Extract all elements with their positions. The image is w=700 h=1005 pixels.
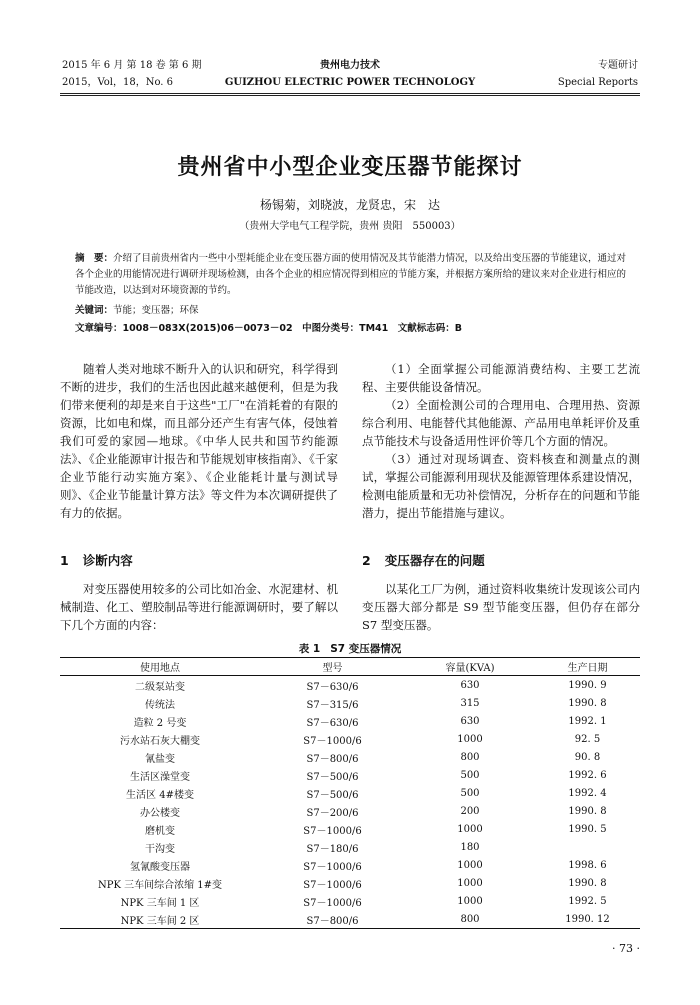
table-row — [60, 730, 640, 748]
cell-capacity: 800 — [405, 910, 535, 929]
cell-model: S7－500/6 — [306, 789, 359, 801]
section-1-title: 诊断内容 — [82, 553, 133, 568]
table-caption-title: S7 变压器情况 — [330, 643, 402, 655]
table-row — [60, 892, 640, 910]
diagnosis-item-2: （2）全面检测公司的合理用电、合理用热、资源综合利用、电能替代其他能源、产品用电单耗评价及重点节能技术与设备适用性评价等几个方面的情况。 — [362, 398, 640, 448]
table-row — [60, 910, 640, 929]
paper-authors: 杨锡菊，刘晓波，龙贤忠，宋 达 — [259, 198, 440, 212]
section-2-number: 2 — [362, 553, 371, 568]
table-header-row — [60, 658, 640, 676]
table-row — [60, 874, 640, 892]
intro-paragraph — [60, 360, 338, 522]
cell-location: 氢氰酸变压器 — [130, 861, 190, 873]
cell-capacity: 315 — [460, 697, 480, 709]
cell-capacity: 200 — [460, 805, 480, 817]
table-caption-number: 表 1 — [298, 643, 321, 655]
cell-location: NPK 三车间综合浓缩 1#变 — [97, 879, 223, 891]
cell-date: 90. 8 — [574, 751, 601, 763]
cell-model: S7－800/6 — [306, 753, 359, 765]
cell-model: S7－200/6 — [306, 807, 359, 819]
section-1-number: 1 — [60, 553, 69, 568]
keywords-label: 关键词： — [75, 305, 114, 316]
cell-capacity: 500 — [460, 787, 480, 799]
cell-capacity: 800 — [460, 751, 480, 763]
cell-location: 办公楼变 — [140, 807, 180, 819]
cell-model: S7－1000/6 — [303, 735, 362, 747]
cell-location: 造粒 2 号变 — [133, 717, 187, 729]
cell-date: 1990. 8 — [568, 697, 607, 709]
abstract-label: 摘 要： — [75, 253, 114, 264]
table-row — [60, 856, 640, 874]
section-2-heading — [362, 551, 485, 569]
cell-model: S7－1000/6 — [303, 861, 362, 873]
table-row — [60, 694, 640, 712]
section-1-heading — [60, 551, 133, 569]
cell-model: S7－630/6 — [306, 717, 359, 729]
cell-date: 92. 5 — [574, 733, 601, 745]
cell-location: 氰盐变 — [145, 753, 175, 765]
cell-date: 1990. 8 — [568, 805, 607, 817]
table-row — [60, 784, 640, 802]
cell-location: NPK 三车间 1 区 — [120, 897, 200, 909]
table-header-model: 型号 — [260, 658, 405, 676]
cell-capacity: 1000 — [457, 895, 483, 907]
cell-location: 干沟变 — [145, 843, 175, 855]
diagnosis-list — [362, 360, 640, 522]
intro-text: 随着人类对地球不断升入的认识和研究，科学得到不断的进步，我们的生活也因此越来越便利，但是为我们带来便利的却是来自于这些"工厂"在消耗着的有限的资源，比如电和煤，而且部分还产生有害气体，侵蚀着我们可爱的家园—地球。《中华人民共和国节约能源法》、《企业能源审计报告和节能规划审核指南》、《千家企业节能行动实施方案》、《企业能耗计量与测试导则》、《企业节能量计算方法》等文件为本次调研提供了有力的依据。 — [60, 362, 338, 520]
header-column-cn: 专题研讨 — [598, 60, 638, 71]
diagnosis-item-1: （1）全面掌握公司能源消费结构、主要工艺流程、主要供能设备情况。 — [362, 362, 640, 394]
cell-date: 1990. 12 — [535, 910, 640, 929]
cell-capacity: 1000 — [457, 859, 483, 871]
cell-date: 1990. 8 — [568, 877, 607, 889]
cell-model: S7－1000/6 — [303, 879, 362, 891]
table-row — [60, 838, 640, 856]
cell-model: S7－180/6 — [306, 843, 359, 855]
keywords-text: 节能；变压器；环保 — [113, 305, 199, 316]
table-row — [60, 748, 640, 766]
cell-date: 1998. 6 — [568, 859, 607, 871]
transformer-table — [60, 657, 640, 929]
journal-name-cn: 贵州电力技术 — [320, 60, 380, 71]
cell-model: S7－630/6 — [306, 681, 359, 693]
table-header-capacity: 容量(KVA) — [405, 658, 535, 676]
table-row — [60, 820, 640, 838]
diagnosis-item-3: （3）通过对现场调查、资料核查和测量点的测试，掌握公司能源利用现状及能源管理体系建设情况，检测电能质量和无功补偿情况，分析存在的问题和节能潜力，提出节能措施与建议。 — [362, 452, 640, 520]
cell-date: 1990. 9 — [568, 679, 607, 691]
cell-location: 传统法 — [145, 699, 175, 711]
paper-title: 贵州省中小型企业变压器节能探讨 — [177, 155, 523, 180]
section-2-body — [362, 580, 640, 634]
table-header-date: 生产日期 — [535, 658, 640, 676]
abstract-text: 介绍了目前贵州省内一些中小型耗能企业在变压器方面的使用情况及其节能潜力情况，以及给出变压器的节能建议，通过对各个企业的用能情况进行调研并现场检测，由各个企业的相应情况得到相应的节能方案，并根据方案所给的建议来对企业进行相应的节能改造，以达到对环境资源的节约。 — [75, 253, 627, 296]
cell-date: 1992. 6 — [568, 769, 607, 781]
cell-date: 1990. 5 — [568, 823, 607, 835]
cell-capacity: 500 — [460, 769, 480, 781]
table-row — [60, 712, 640, 730]
cell-location: 生活区澡堂变 — [130, 771, 190, 783]
page-number: · 73 · — [612, 942, 640, 955]
cell-capacity: 630 — [460, 715, 480, 727]
table-row — [60, 802, 640, 820]
cell-date — [535, 838, 640, 856]
table-caption — [0, 641, 700, 656]
cell-capacity: 180 — [460, 841, 480, 853]
cell-date: 1992. 1 — [568, 715, 607, 727]
cell-location: 二级泵站变 — [135, 681, 185, 693]
cell-date: 1992. 5 — [568, 895, 607, 907]
cell-model: S7－800/6 — [260, 910, 405, 929]
cell-model: S7－1000/6 — [303, 897, 362, 909]
cell-capacity: 630 — [460, 679, 480, 691]
cell-model: S7－500/6 — [306, 771, 359, 783]
header-rule-thin — [60, 95, 640, 96]
section-2-title: 变压器存在的问题 — [384, 553, 485, 568]
cell-capacity: 1000 — [457, 733, 483, 745]
journal-name-en: GUIZHOU ELECTRIC POWER TECHNOLOGY — [224, 77, 476, 88]
article-meta: 文章编号：1008－083X(2015)06－0073－02 中图分类号：TM41 文献标志码：B — [75, 323, 462, 334]
table-header-location: 使用地点 — [60, 658, 260, 676]
cell-location: 污水站石灰大棚变 — [120, 735, 200, 747]
header-column-en: Special Reports — [557, 77, 638, 88]
abstract — [75, 251, 630, 299]
header-issue-en: 2015，Vol，18，No. 6 — [62, 77, 174, 88]
cell-date: 1992. 4 — [568, 787, 607, 799]
cell-location: 生活区 4#楼变 — [126, 789, 194, 801]
cell-capacity: 1000 — [457, 823, 483, 835]
paper-affiliation: （贵州大学电气工程学院，贵州 贵阳 550003） — [239, 221, 461, 232]
cell-location: NPK 三车间 2 区 — [60, 910, 260, 929]
cell-location: 磨机变 — [145, 825, 175, 837]
cell-model: S7－315/6 — [306, 699, 359, 711]
header-rule — [60, 93, 640, 94]
header-issue-cn: 2015 年 6 月 第 18 卷 第 6 期 — [62, 60, 202, 71]
cell-model: S7－1000/6 — [303, 825, 362, 837]
cell-capacity: 1000 — [457, 877, 483, 889]
section-2-text: 以某化工厂为例，通过资料收集统计发现该公司内变压器大部分都是 S9 型节能变压器，但仍存在部分 S7 型变压器。 — [362, 582, 640, 632]
section-1-body — [60, 580, 338, 634]
section-1-text: 对变压器使用较多的公司比如冶金、水泥建材、机械制造、化工、塑胶制品等进行能源调研时，要了解以下几个方面的内容： — [60, 582, 338, 632]
keywords — [75, 303, 630, 319]
table-row — [60, 766, 640, 784]
table-row — [60, 676, 640, 695]
